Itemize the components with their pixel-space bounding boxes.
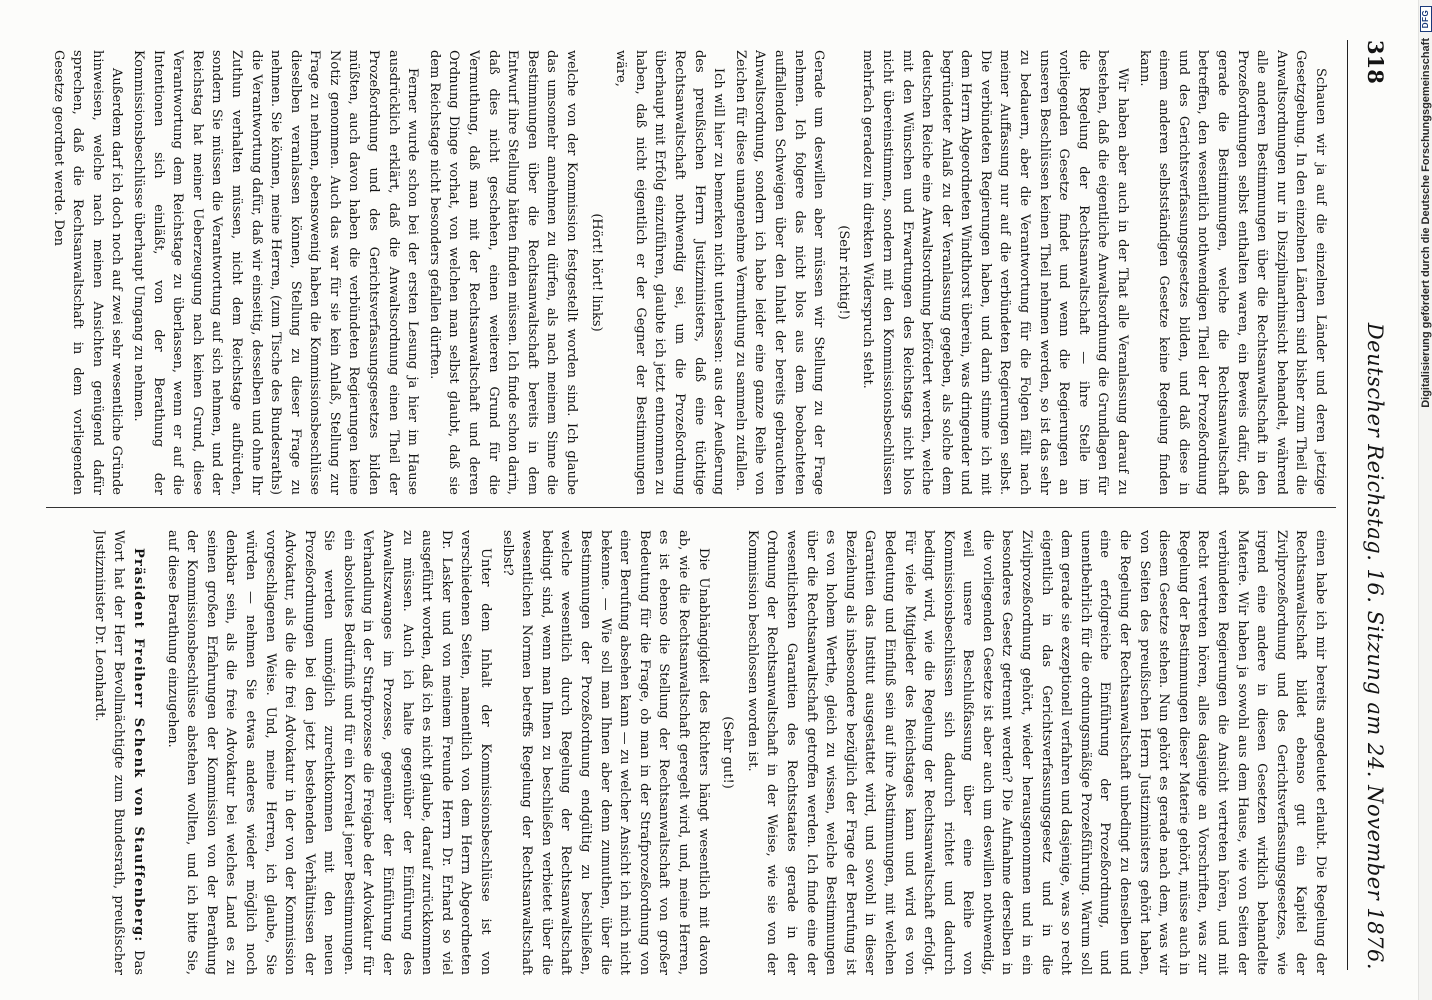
- digitization-sidebar: [1418, 0, 1432, 1000]
- interjection: (Sehr gut!): [720, 716, 736, 789]
- interjection: (Hört! hört! links): [588, 213, 604, 332]
- column-divider: [46, 507, 1336, 508]
- paragraph: Unter dem Inhalt der Kommissionsbeschlüsse ist von verschiedenen Seiten, namentlich von dem Herrn Abgeordneten Dr. Lasker und von meinem Freunde Herrn Dr. Erhard so viel ausgeführt worden, daß ich es nicht glaube, darauf zurückkommen zu müssen. Auch ich halte gegenüber der Einführung des Anwaltszwanges im Prozesse, gegenüber der Einführung der Verhandlung in der Strafprozesse die Freigabe der Advokatur für ein absolutes Bedürfniß und für ein Korrelat jener Bestimmungen. Sie werden unmöglich zurechtkommen mit den neuen Prozeßordnungen bei den jetzt bestehenden Verhältnissen der Advokatur, als die die frei Advokatur in der von der Kommission vorgeschlagenen Weise. Und, meine Herren, ich glaube, Sie würden — nehmen Sie etwas anderes wieder möglich noch denkbar sein, als die freie Advokatur bei welches Land es zu seinen großen Erfahrungen der Kommission von der Berathung der Kommissionsbeschlüsse abstehen wollten, und ich bitte Sie, auf diese Berathung einzugehen.: [164, 530, 494, 975]
- paragraph: Außerdem darf ich doch noch auf zwei sehr wesentliche Gründe hinweisen, welche nach meinen Ansichten genügend dafür sprechen, daß die Rechtsanwaltschaft in dem vorliegenden Gesetze geordnet werde. Den: [50, 50, 125, 495]
- paragraph: Gerade um deswillen aber müssen wir Stellung zu der Frage nehmen. Ich folgere das nicht blos aus dem beobachteten auffallenden Schweigen über den Inhalt der bereits gebrauchten Anwaltsordnung, sondern ich habe leider eine ganze Reihe von Zeichen für diese unangenehme Vermuthung zu sammeln zufallen.: [732, 50, 827, 495]
- paragraph: Ferner wurde schon bei der ersten Lesung ja hier im Hause ausdrücklich erklärt, daß die Anwaltsordnung einen Theil der Prozeßordnung und des Gerichtsverfassungsgesetzes bilden müßten, auch davon haben die verbündeten Regierungen keine Notiz genommen. Auch das war für sie kein Anlaß, Stellung zur Frage zu nehmen, ebensowenig haben die Kommissionsbeschlüsse dieselben veranlassen können, Stellung zu dieser Frage zu nehmen. Sie können, meine Herren, (zum Tische des Bundesraths) die Verantwortung dafür, daß wir einseitig, desselben und ohne Ihr Zuthun verhalten müssen, nicht dem Reichstage aufbürden, sondern Sie müssen die Verantwortung auf sich nehmen, und der Reichstag hat meiner Ueberzeugung nach keinen Grund, diese Verantwortung dem Reichstage zu überlassen, wenn er auf die Intentionen sich einläßt, von der Berathung der Kommissionsbeschlüsse überhaupt Umgang zu nehmen.: [130, 50, 421, 495]
- paragraph: Die Unabhängigkeit des Richters hängt wesentlich mit davon ab, wie die Rechtsanwaltschaft geregelt wird, und, meine Herren, es ist ebenso die Stellung der Rechtsanwaltschaft von großer Bedeutung für die Frage, ob man in der Strafprozeßordnung von einer Berufung absehen kann — zu welcher Ansicht ich mich nicht bekenne. — Wie soll man Ihnen aber denn zumuthen, über die Bestimmungen der Prozeßordnung endgültig zu beschließen, welche wesentlich durch Regelung der Rechtsanwaltschaft bedingt sind, wenn man Ihnen zu beschließen verbietet über die wesentlichen Normen betreffs Regelung der Rechtsanwaltschaft selbst?: [499, 530, 711, 975]
- digitization-note: Digitalisierung gefördert durch die Deutsche Forschungsgemeinschaft: [1420, 38, 1432, 408]
- left-column: [40, 50, 1330, 495]
- paragraph: welche von der Kommission festgestellt worden sind. Ich glaube das umsomehr annehmen zu dürfen, als nach meinem Sinne die Bestimmungen über die Rechtsanwaltschaft bereits in dem Entwurf ihre Stellung hätten finden müssen. Ich finde schon darin, daß dies nicht geschehen, einen weiteren Grund für die Vermuthung, daß man mit der Rechtsanwaltschaft und deren Ordnung Dinge vorhat, von welchen man selbst glaubt, daß sie dem Reichstage nicht besonders gefallen dürften.: [426, 50, 580, 495]
- right-column: [40, 530, 1330, 975]
- speaker-name: Präsident Freiherr Schenk von Stauffenberg:: [130, 548, 146, 943]
- page-number: 318: [1363, 40, 1388, 84]
- running-title: Deutscher Reichstag. 16. Sitzung am 24. November 1876.: [1363, 322, 1387, 970]
- paragraph: Wir haben aber auch in der That alle Veranlassung darauf zu bestehen, daß die eigentliche Anwaltsordnung die Grundlagen für die Regelung der Rechtsanwaltschaft — ihre Stelle im vorliegenden Gesetze findet und wenn die Regierungen an unseren Beschlüssen keinen Theil nehmen werden, so ist das sehr zu bedauern, aber die Verantwortung für die Folgen fällt nach meiner Auffassung nur auf die verbündeten Regierungen selbst. Die verbündeten Regierungen haben, und darin stimme ich mit dem Herrn Abgeordneten Windthorst überein, was dringender und begründeter Anlaß zu der Veranlassung gegeben, als solche dem deutschen Reiche eine Anwaltsordnung befördert werden, welche mit den Wünschen und Erwartungen des Reichstags nicht blos nicht übereinstimmen, sondern mit den Kommissionsbeschlüssen mehrfach geradezu im direkten Widerspruch steht.: [860, 50, 1131, 495]
- header-rule: [1347, 40, 1348, 970]
- interjection: (Sehr richtig!): [835, 225, 851, 320]
- speaker-paragraph: Präsident Freiherr Schenk von Stauffenberg: Das Wort hat der Herr Bevollmächtigte zum Bundesrath, preußischer Justizminister Dr. Leonhardt.: [91, 530, 146, 975]
- page-header: [1354, 40, 1388, 970]
- paragraph: Ich will hier zu bemerken nicht unterlassen: aus der Aeußerung des preußischen Herrn Justizministers, daß eine tüchtige Rechtsanwaltschaft nothwendig sei, um die Prozeßordnung überhaupt mit Erfolg einzuführen, glaubte ich jetzt entnommen zu haben, daß nicht eigentlich er der Gegner der Bestimmungen wäre,: [613, 50, 727, 495]
- digitization-credit: [1419, 0, 1432, 1000]
- paragraph: einen habe ich mir bereits angedeutet erlaubt. Die Regelung der Rechtsanwaltschaft bildet ebenso gut ein Kapitel der Zivilprozeßordnung und des Gerichtsverfassungsgesetzes, wie irgend eine andere in diesen Gesetzen wirklich behandelte Materie. Wir haben ja sowohl aus dem Hause, wie von Seiten der verbündeten Regierungen die Ansicht vertreten hören, und mit Recht vertreten hören, alles dasjenige an Vorschriften, was zur Regelung der Bestimmungen dieser Materie gehört, müsse auch in diesem Gesetze stehen. Nun gehört es gerade nach dem, was wir von Seiten des preußischen Herrn Justizministers gehört haben, die Regelung der Rechtsanwaltschaft unbedingt zu denselben und eine erfolgreiche Einführung der Prozeßordnung, und unentbehrlich für die ordnungsmäßige Prozeßführung. Warum soll dem gerade sie exzeptionell verfahren und dasjenige, was so recht eigentlich in das Gerichtsverfassungsgesetz und in die Zivilprozeßordnung gehört, wieder herausgenommen und in ein besonderes Gesetz getrennt werden? Die Aufnahme derselben in die vorliegenden Gesetze ist aber auch um deswillen nothwendig, weil unsere Beschlußfassung über eine Reihe von Kommissionsbeschlüssen sich dadurch richtet und dadurch bedingt wird, wie die Regelung der Rechtsanwaltschaft erfolgt. Für viele Mitglieder des Reichstages kann und wird es von Bedeutung und Einfluß sein auf ihre Abstimmungen, mit welchen Garantien das Institut ausgestattet wird, und sowohl in dieser Beziehung als insbesondere bezüglich der Frage der Berufung ist es von hohem Werthe, gleich zu wissen, welche Bestimmungen über die Rechtsanwaltschaft getroffen werden. Ich finde eine der wesentlichsten Garantien des Rechtsstaates gerade in der Ordnung der Rechtsanwaltschaft in der Weise, wie sie von der Kommission beschlossen worden ist.: [744, 530, 1328, 975]
- dfg-logo-icon: DFG: [1420, 6, 1432, 32]
- paragraph: Schauen wir ja auf die einzelnen Länder und deren jetzige Gesetzgebung. In den einzelnen Ländern sind bisher zum Theil die Anwaltsordnungen nur in Disziplinarhinsicht behandelt, während alle anderen Bestimmungen über die Rechtsanwaltschaft in den Prozeßordnungen selbst enthalten waren, ein Beweis dafür, daß gerade die Bestimmungen, welche die Rechtsanwaltschaft betreffen, den wesentlich nothwendigen Theil der Prozeßordnung und des Gerichtsverfassungsgesetzes bilden, und daß diese in einem anderen selbstständigen Gesetze keine Regelung finden kann.: [1136, 50, 1328, 495]
